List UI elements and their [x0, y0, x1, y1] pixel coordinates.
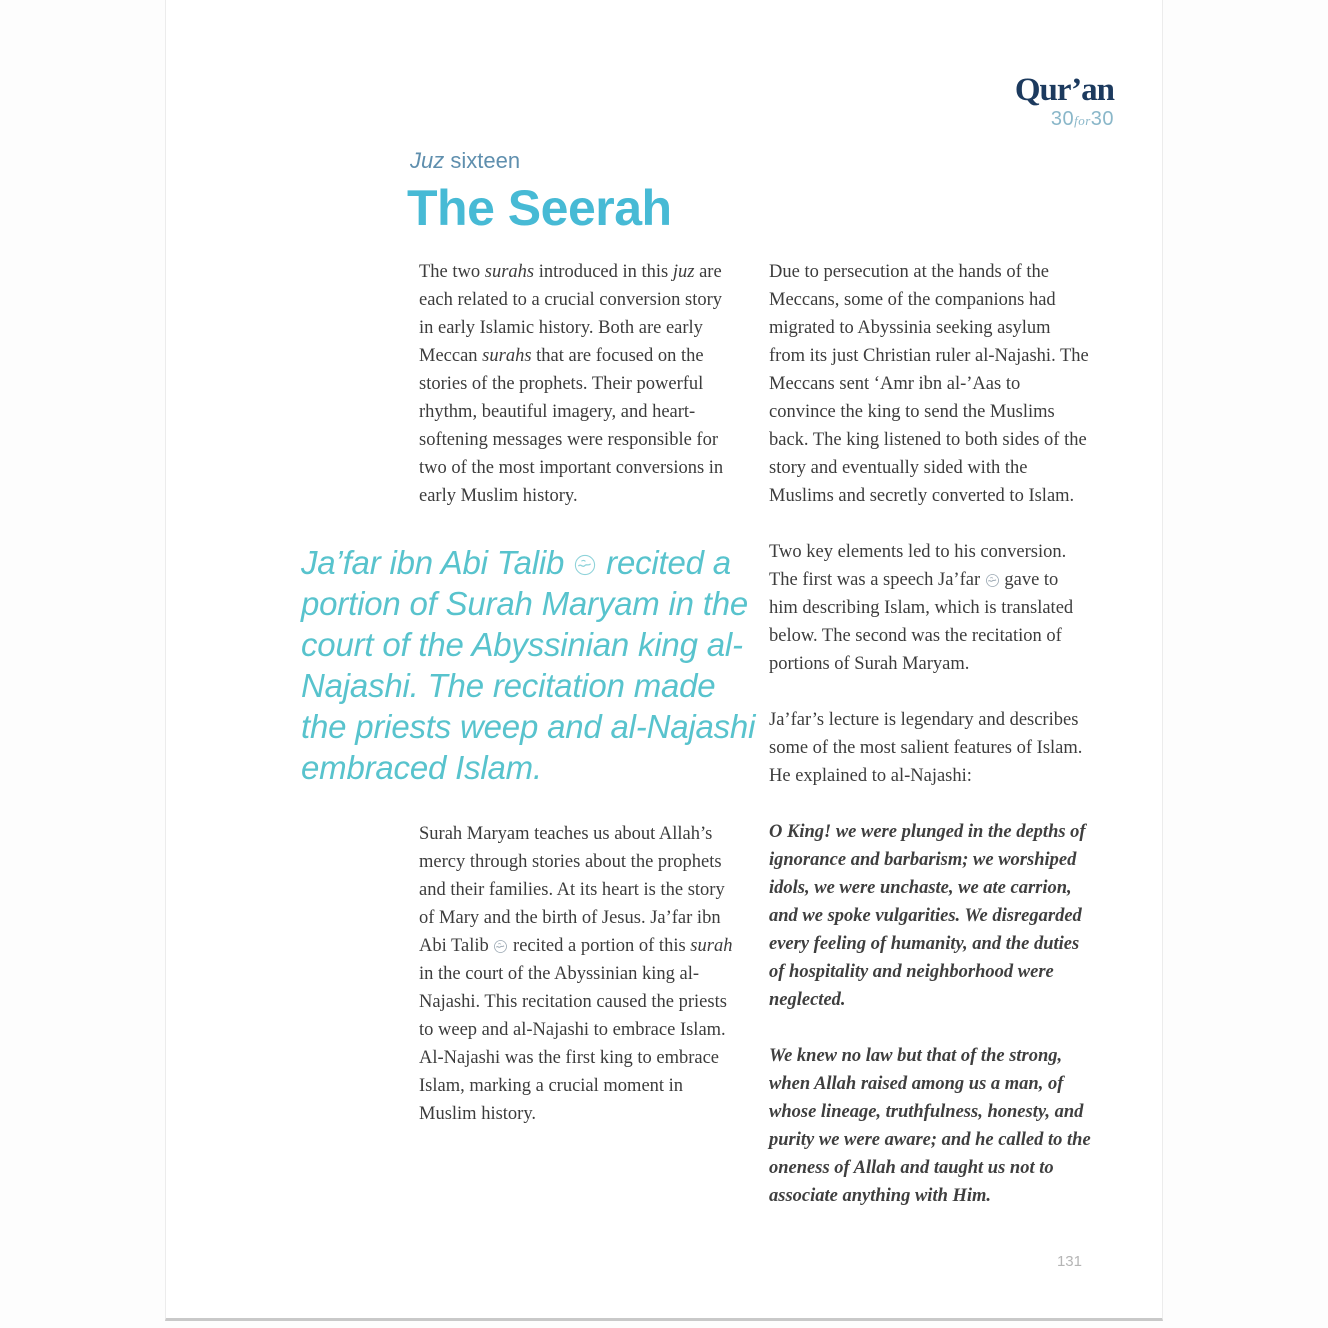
right-paragraph-1: Due to persecution at the hands of the Meccans, some of the companions had migrated to Abyssinia seeking asylum from its just Christian ruler al-Najashi. The Meccans sent ‘Amr ibn al-’Aas to convince the king to send the Muslims back. The king listened to both sides of the story and eventually sided with the Muslims and secretly converted to Islam. — [769, 262, 1089, 506]
page-title: The Seerah — [407, 180, 672, 236]
right-paragraph-3: Ja’far’s lecture is legendary and describes some of the most salient features of Islam. He explained to al-Najashi: — [769, 710, 1083, 786]
radiallahu-anhu-icon — [493, 939, 508, 954]
text-run: The two — [419, 262, 485, 282]
radiallahu-anhu-icon — [985, 573, 1000, 588]
left-paragraph-1 — [419, 258, 741, 510]
body-columns — [301, 258, 1091, 1238]
right-column — [769, 258, 1091, 1238]
page-number: 131 — [1056, 1253, 1082, 1270]
text-run: that are focused on the stories of the prophets. Their powerful rhythm, beautiful imagery, and heart-softening messages were responsible for two of the most important conversions in early Muslim history. — [419, 346, 724, 506]
headline-block — [407, 148, 672, 237]
jafar-speech-quote-2: We knew no law but that of the strong, when Allah raised among us a man, of whose lineage, truthfulness, honesty, and purity we were aware; and he called to the oneness of Allah and taught us not to associate anything with Him. — [769, 1046, 1091, 1206]
logo-sub-for: for — [1074, 113, 1091, 128]
kicker-number: sixteen — [444, 148, 521, 173]
text-run-italic: juz — [672, 262, 695, 282]
text-run-italic: surahs — [484, 262, 535, 282]
book-page — [165, 0, 1163, 1321]
kicker-juz: Juz — [410, 148, 445, 173]
logo-sub-right: 30 — [1090, 108, 1114, 130]
quran-30for30-logo — [1015, 74, 1114, 129]
juz-kicker — [410, 148, 672, 174]
text-run: gave to him describing Islam, which is translated below. The second was the recitation of portions of Surah Maryam. — [769, 570, 1074, 674]
text-run: Two key elements led to his conversion. The first was a speech Ja’far — [769, 542, 1067, 590]
text-run: introduced in this — [534, 262, 673, 282]
logo-sub-left: 30 — [1050, 108, 1075, 130]
text-run: recited a portion of Surah Maryam in the court of the Abyssinian king al-Najashi. The recitation made the priests weep and al-Najashi embraced Islam. — [301, 544, 756, 786]
text-run: are each related to a crucial conversion story in early Islamic history. Both are early Meccan — [419, 262, 723, 366]
left-paragraph-2 — [419, 820, 741, 1128]
jafar-speech-quote-1: O King! we were plunged in the depths of ignorance and barbarism; we worshiped idols, we were unchaste, we ate carrion, and we spoke vulgarities. We disregarded every feeling of humanity, and the duties of hospitality and neighborhood were neglected. — [769, 822, 1086, 1010]
text-run: in the court of the Abyssinian king al-Najashi. This recitation caused the priests to weep and al-Najashi to embrace Islam. Al-Najashi was the first king to embrace Islam, marking a crucial moment in Muslim history. — [419, 964, 727, 1124]
right-paragraph-2 — [769, 538, 1091, 678]
logo-title: Qur’an — [1014, 72, 1114, 108]
left-column — [301, 258, 756, 1238]
text-run: recited a portion of this — [508, 936, 691, 956]
text-run: Surah Maryam teaches us about Allah’s mercy through stories about the prophets and their families. At its heart is the story of Mary and the birth of Jesus. Ja’far ibn Abi Talib — [419, 824, 725, 956]
pull-quote — [301, 542, 763, 788]
radiallahu-anhu-icon — [573, 553, 597, 577]
text-run-italic: surah — [690, 936, 733, 956]
text-run: Ja’far ibn Abi Talib — [301, 544, 574, 581]
text-run-italic: surahs — [482, 346, 532, 366]
logo-subtitle — [1015, 109, 1114, 129]
